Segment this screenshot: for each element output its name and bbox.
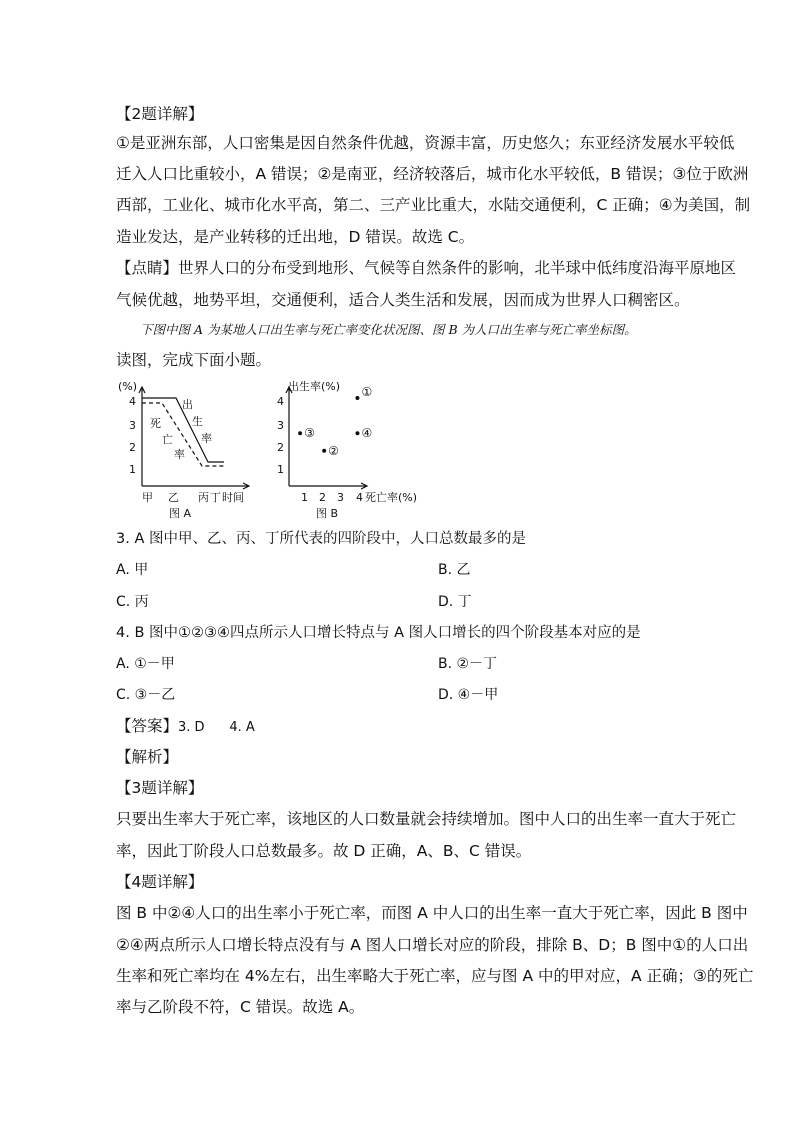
figure-a-ylabel: (%)	[118, 380, 138, 393]
question-3-option-d[interactable]: D. 丁	[438, 594, 472, 610]
question-3-option-a[interactable]: A. 甲	[116, 562, 149, 578]
figure-a-xlabel: 时间	[222, 491, 244, 504]
figure-b-ytick-3: 3	[277, 419, 284, 432]
analysis-label: 【解析】	[116, 748, 179, 766]
answer-row	[116, 716, 255, 738]
section-2-line-4: 造业发达，是产业转移的迁出地，D 错误。故选 C。	[116, 228, 475, 246]
figure-a-ytick-2: 2	[129, 441, 136, 454]
figure-a-ytick-3: 3	[129, 419, 136, 432]
figure-b-point-label-4: ④	[361, 426, 373, 441]
figure-a-death-label-3: 率	[174, 448, 185, 461]
figure-intro-line-2: 读图，完成下面小题。	[116, 351, 272, 369]
section-4-line-1: 图 B 中②④人口的出生率小于死亡率，而图 A 中人口的出生率一直大于死亡率，因此 B 图中	[116, 904, 748, 922]
tip-line-1: 【点睛】世界人口的分布受到地形、气候等自然条件的影响，北半球中低纬度沿海平原地区	[116, 259, 737, 277]
section-3-header: 【3题详解】	[116, 779, 204, 797]
question-3-option-b[interactable]: B. 乙	[438, 562, 471, 578]
figure-b-point-label-3: ③	[304, 426, 315, 441]
figure-b-ylabel: 出生率(%)	[288, 380, 341, 393]
tip-line-2: 气候优越，地势平坦，交通便利，适合人类生活和发展，因而成为世界人口稠密区。	[116, 291, 690, 309]
figure-b-point-4	[355, 431, 359, 435]
question-4-option-b[interactable]: B. ②－丁	[438, 656, 498, 672]
section-2-line-3: 西部，工业化、城市化水平高，第二、三产业比重大，水陆交通便利，C 正确；④为美国，制	[116, 196, 751, 214]
section-4-header: 【4题详解】	[116, 873, 204, 891]
figure-a-caption: 图 A	[169, 507, 192, 520]
figure-b-ytick-2: 2	[277, 441, 284, 454]
question-4-option-c[interactable]: C. ③－乙	[116, 687, 176, 703]
figure-a-xtick-jia: 甲	[142, 491, 153, 504]
section-2-header: 【2题详解】	[116, 105, 204, 123]
section-4-line-2: ②④两点所示人口增长特点没有与 A 图人口增长对应的阶段，排除 B、D；B 图中①的人口出	[116, 936, 749, 954]
figure-a-xtick-yi: 乙	[168, 491, 179, 504]
figure-b-ytick-4: 4	[277, 395, 284, 408]
figure-a-birth-label-3: 率	[201, 432, 212, 445]
figure-a-death-label-2: 亡	[162, 433, 173, 446]
question-3-option-c[interactable]: C. 丙	[116, 594, 149, 610]
section-3-line-2: 率，因此丁阶段人口总数最多。故 D 正确，A、B、C 错误。	[116, 842, 532, 860]
figure-b-point-label-1: ①	[361, 385, 373, 399]
figure-a-xtick-bing: 丙	[198, 491, 209, 504]
question-4-option-d[interactable]: D. ④－甲	[438, 687, 499, 703]
figure-b-xtick-4: 4	[356, 491, 363, 504]
figure-b-xlabel: 死亡率(%)	[365, 491, 418, 504]
figure-b-caption: 图 B	[316, 507, 339, 520]
question-4-option-a[interactable]: A. ①－甲	[116, 656, 175, 672]
figure-b-point-1	[355, 396, 359, 400]
section-4-line-4: 率与乙阶段不符，C 错误。故选 A。	[116, 998, 365, 1016]
answer-label: 【答案】	[116, 717, 179, 735]
figure-a-birth-label-1: 出	[182, 398, 193, 411]
figure-intro-text: 下图中图 A 为某地人口出生率与死亡率变化状况图、图 B 为人口出生率与死亡率坐标图。	[140, 322, 637, 337]
figure-b-point-2	[322, 449, 326, 453]
figure-a-xtick-ding: 丁	[210, 491, 221, 504]
figure-b-point-label-2: ②	[328, 443, 339, 458]
figure-a-ytick-4: 4	[129, 395, 136, 408]
figure-b-xtick-2: 2	[319, 491, 326, 504]
figure-b-xtick-1: 1	[301, 491, 308, 504]
section-2-line-1: ①是亚洲东部，人口密集是因自然条件优越，资源丰富，历史悠久；东亚经济发展水平较低	[116, 134, 735, 152]
answer-values: 3. D 4. A	[178, 720, 255, 735]
figure-a-death-label-1: 死	[150, 417, 161, 430]
section-2-line-2: 迁入人口比重较小，A 错误；②是南亚，经济较落后，城市化水平较低，B 错误；③位于欧洲	[116, 165, 749, 183]
figure-b	[268, 378, 428, 520]
figure-a	[112, 378, 262, 520]
figure-b-xtick-3: 3	[337, 491, 344, 504]
question-4-stem: 4. B 图中①②③④四点所示人口增长特点与 A 图人口增长的四个阶段基本对应的是	[116, 625, 641, 641]
question-3-stem: 3. A 图中甲、乙、丙、丁所代表的四阶段中，人口总数最多的是	[116, 531, 526, 547]
section-3-line-1: 只要出生率大于死亡率，该地区的人口数量就会持续增加。图中人口的出生率一直大于死亡	[116, 810, 737, 828]
section-4-line-3: 生率和死亡率均在 4%左右，出生率略大于死亡率，应与图 A 中的甲对应，A 正确；③的死亡	[116, 967, 754, 985]
figure-a-birth-label-2: 生	[192, 415, 203, 428]
figure-a-ytick-1: 1	[129, 463, 136, 476]
figure-b-point-3	[298, 431, 302, 435]
figure-b-ytick-1: 1	[277, 463, 284, 476]
